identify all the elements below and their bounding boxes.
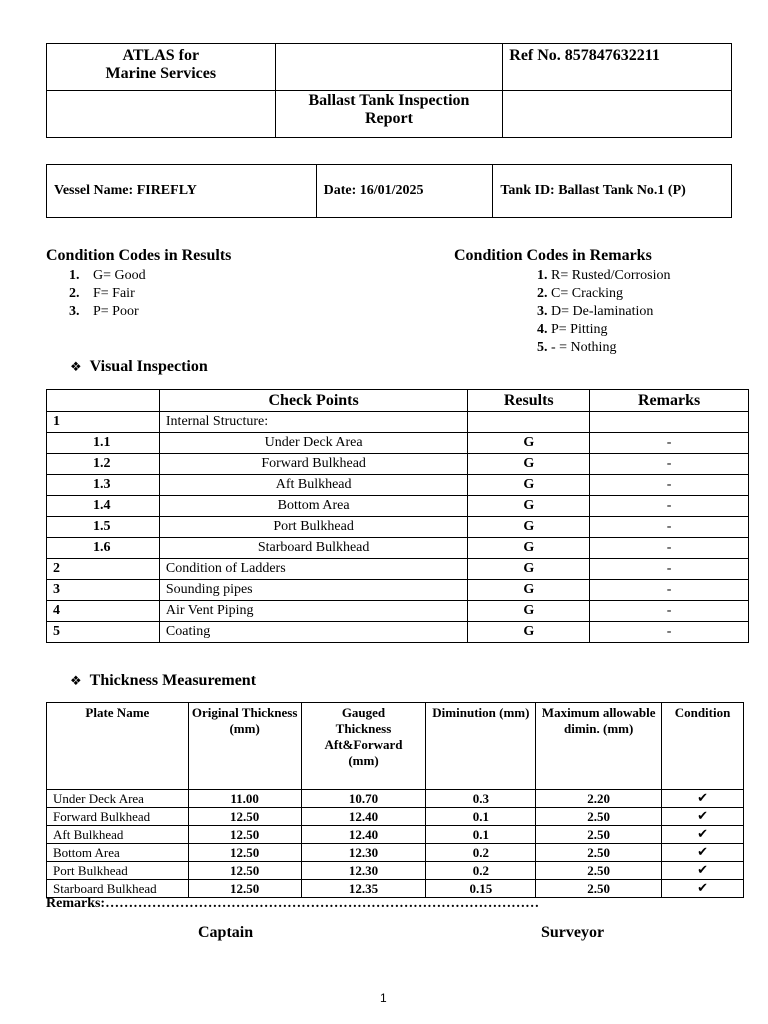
checkmark-icon: ✔	[662, 880, 744, 898]
column-header: Original Thickness (mm)	[188, 703, 301, 790]
table-row: Bottom Area 12.50 12.30 0.2 2.50 ✔	[47, 844, 744, 862]
list-item: 5. - = Nothing	[537, 340, 617, 355]
list-item: 3. D= De-lamination	[537, 304, 654, 319]
diamond-bullet-icon: ❖	[70, 360, 82, 375]
table-row: 1.5 Port Bulkhead G -	[47, 517, 749, 538]
captain-signature-label: Captain	[198, 924, 254, 941]
column-header: Diminution (mm)	[426, 703, 536, 790]
report-header	[46, 43, 732, 138]
thickness-table	[46, 702, 744, 898]
table-row: Under Deck Area 11.00 10.70 0.3 2.20 ✔	[47, 790, 744, 808]
list-item: 2. F= Fair	[69, 286, 135, 301]
company-name: ATLAS for Marine Services	[47, 44, 276, 91]
column-header: Plate Name	[47, 703, 189, 790]
table-row: 1 Internal Structure:	[47, 412, 749, 433]
table-row: 4 Air Vent Piping G -	[47, 601, 749, 622]
column-header: Condition	[662, 703, 744, 790]
list-item: 2. C= Cracking	[537, 286, 624, 301]
table-row: 5 Coating G -	[47, 622, 749, 643]
table-row: Starboard Bulkhead 12.50 12.35 0.15 2.50 ✔	[47, 880, 744, 898]
list-item: 1. G= Good	[69, 268, 146, 283]
inspection-date: Date: 16/01/2025	[316, 165, 493, 218]
table-row: 1.2 Forward Bulkhead G -	[47, 454, 749, 475]
visual-inspection-heading: ❖ Visual Inspection	[70, 358, 208, 375]
column-header: Remarks	[590, 390, 749, 412]
remarks-line: Remarks:…………………………………………………………………………………	[46, 896, 540, 911]
checkmark-icon: ✔	[662, 826, 744, 844]
column-header: Gauged Thickness Aft&Forward (mm)	[301, 703, 426, 790]
table-row: Aft Bulkhead 12.50 12.40 0.1 2.50 ✔	[47, 826, 744, 844]
report-title: Ballast Tank Inspection Report	[275, 91, 503, 138]
results-codes-list	[69, 267, 146, 321]
table-row: 1.1 Under Deck Area G -	[47, 433, 749, 454]
vessel-info	[46, 164, 732, 218]
checkmark-icon: ✔	[662, 862, 744, 880]
column-header: Maximum allowable dimin. (mm)	[536, 703, 662, 790]
results-codes-title: Condition Codes in Results	[46, 247, 232, 264]
list-item: 4. P= Pitting	[537, 322, 608, 337]
table-row: 3 Sounding pipes G -	[47, 580, 749, 601]
page-number: 1	[380, 991, 387, 1005]
table-row: Forward Bulkhead 12.50 12.40 0.1 2.50 ✔	[47, 808, 744, 826]
surveyor-signature-label: Surveyor	[541, 924, 605, 941]
checkmark-icon: ✔	[662, 808, 744, 826]
table-row: 2 Condition of Ladders G -	[47, 559, 749, 580]
remarks-codes-list	[537, 267, 671, 357]
table-row: 1.4 Bottom Area G -	[47, 496, 749, 517]
thickness-heading: ❖ Thickness Measurement	[70, 672, 257, 689]
table-row: Port Bulkhead 12.50 12.30 0.2 2.50 ✔	[47, 862, 744, 880]
checkmark-icon: ✔	[662, 844, 744, 862]
list-item: 1. R= Rusted/Corrosion	[537, 268, 671, 283]
vessel-name: Vessel Name: FIREFLY	[47, 165, 317, 218]
table-row: 1.3 Aft Bulkhead G -	[47, 475, 749, 496]
remarks-codes-title: Condition Codes in Remarks	[454, 247, 652, 264]
diamond-bullet-icon: ❖	[70, 674, 82, 689]
column-header: Check Points	[159, 390, 467, 412]
reference-number: Ref No. 857847632211	[503, 44, 732, 91]
tank-id: Tank ID: Ballast Tank No.1 (P)	[493, 165, 732, 218]
table-row: 1.6 Starboard Bulkhead G -	[47, 538, 749, 559]
list-item: 3. P= Poor	[69, 304, 139, 319]
checkmark-icon: ✔	[662, 790, 744, 808]
visual-inspection-table	[46, 389, 749, 643]
column-header: Results	[468, 390, 590, 412]
